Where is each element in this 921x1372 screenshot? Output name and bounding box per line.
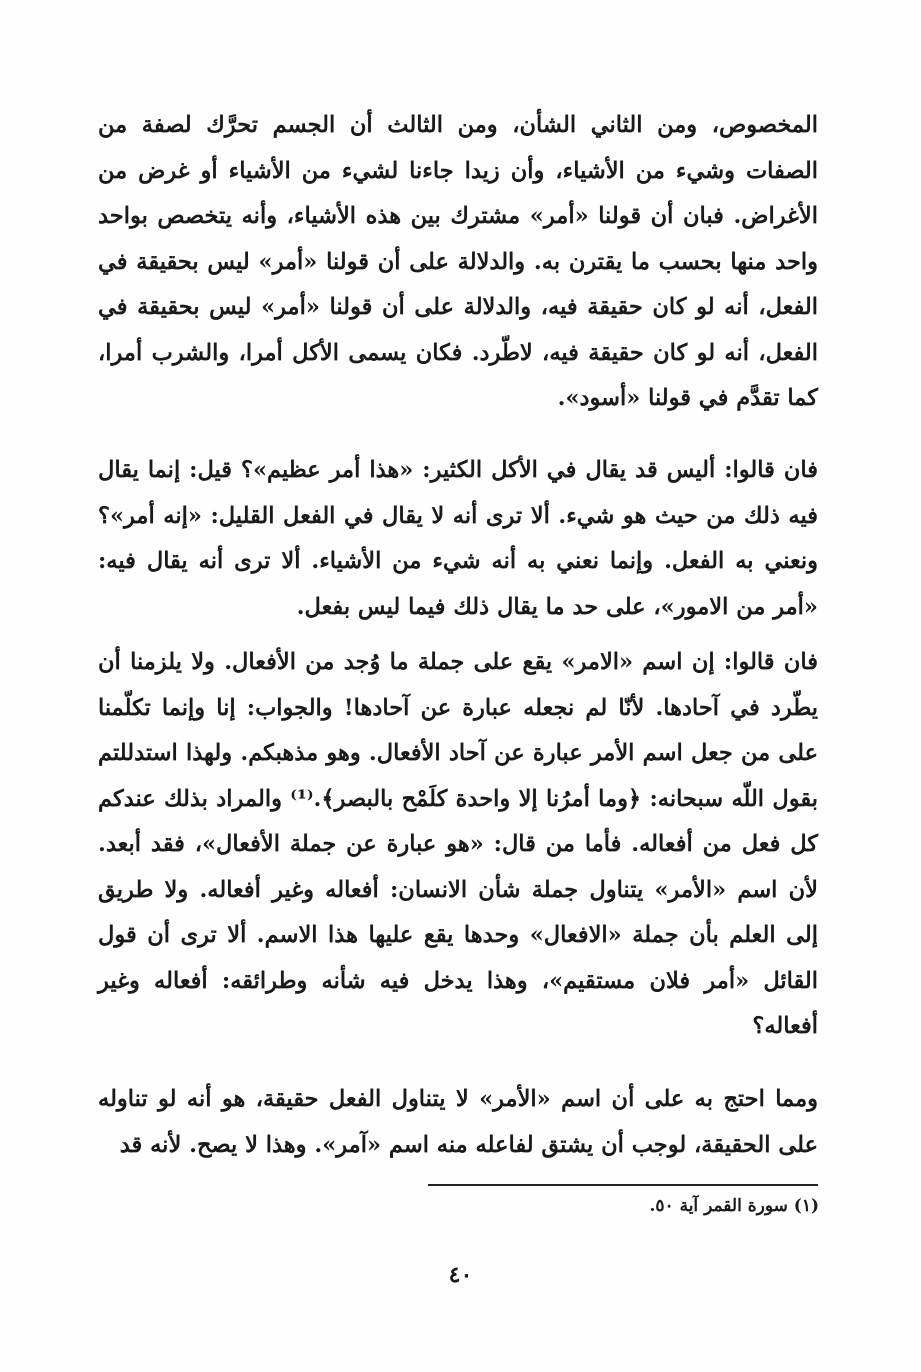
footnote: (١) سورة القمر آية ٥٠.: [649, 1196, 819, 1216]
paragraph-3-text: فان قالوا: إن اسم «الامر» يقع على جملة ما وُجد من الأفعال. ولا يلزمنا أن يطّرد في آحادها. لأنّا لم نجعله عبارة عن آحادها! والجواب: إنا وإنما تكلّمنا على من جعل اسم الأمر عبارة عن آحاد الأفعال. وهو مذهبكم. ولهذا استدللتم بقول اللّه سبحانه: ﴿وما أمرُنا إلا واحدة كلَمْح بالبصر﴾.⁽¹⁾ والمراد بذلك عندكم كل فعل من أفعاله. فأما من قال: «هو عبارة عن جملة الأفعال»، فقد أبعد. لأن اسم «الأمر» يتناول جملة شأن الانسان: أفعاله وغير أفعاله. ولا طريق إلى العلم بأن جملة «الافعال» وحدها يقع عليها هذا الاسم. ألا ترى أن قول القائل «أمر فلان مستقيم»، وهذا يدخل فيه شأنه وطرائقه: أفعاله وغير أفعاله؟: [98, 649, 819, 1039]
paragraph-3: [98, 640, 818, 1050]
page-number: ٤٠: [448, 1262, 473, 1288]
footnote-divider: [428, 1184, 818, 1186]
paragraph-2: [98, 448, 818, 630]
paragraph-4: [98, 1077, 818, 1168]
paragraph-1-text: المخصوص، ومن الثاني الشأن، ومن الثالث أن الجسم تحرَّك لصفة من الصفات وشيء من الأشياء، وأن زيدا جاءنا لشيء من الأشياء أو غرض من الأغراض. فبان أن قولنا «أمر» مشترك بين هذه الأشياء، وأنه يتخصص بواحد واحد منها بحسب ما يقترن به. والدلالة على أن قولنا «أمر» ليس بحقيقة في الفعل، أنه لو كان حقيقة فيه، والدلالة على أن قولنا «أمر» ليس بحقيقة في الفعل، أنه لو كان حقيقة فيه، لاطّرد. فكان يسمى الأكل أمرا، والشرب أمرا، كما تقدَّم في قولنا «أسود».: [98, 112, 818, 411]
paragraph-2-text: فان قالوا: أليس قد يقال في الأكل الكثير: «هذا أمر عظيم»؟ قيل: إنما يقال فيه ذلك من حيث هو شيء. ألا ترى أنه لا يقال في الفعل القليل: «إنه أمر»؟ ونعني به الفعل. وإنما نعني به أنه شيء من الأشياء. ألا ترى أنه يقال فيه: «أمر من الامور»، على حد ما يقال ذلك فيما ليس بفعل.: [98, 457, 818, 620]
paragraph-1: [98, 103, 818, 422]
paragraph-4-text: ومما احتج به على أن اسم «الأمر» لا يتناول الفعل حقيقة، هو أنه لو تناوله على الحقيقة، لوجب أن يشتق لفاعله منه اسم «آمر». وهذا لا يصح. لأنه قد: [98, 1086, 818, 1158]
